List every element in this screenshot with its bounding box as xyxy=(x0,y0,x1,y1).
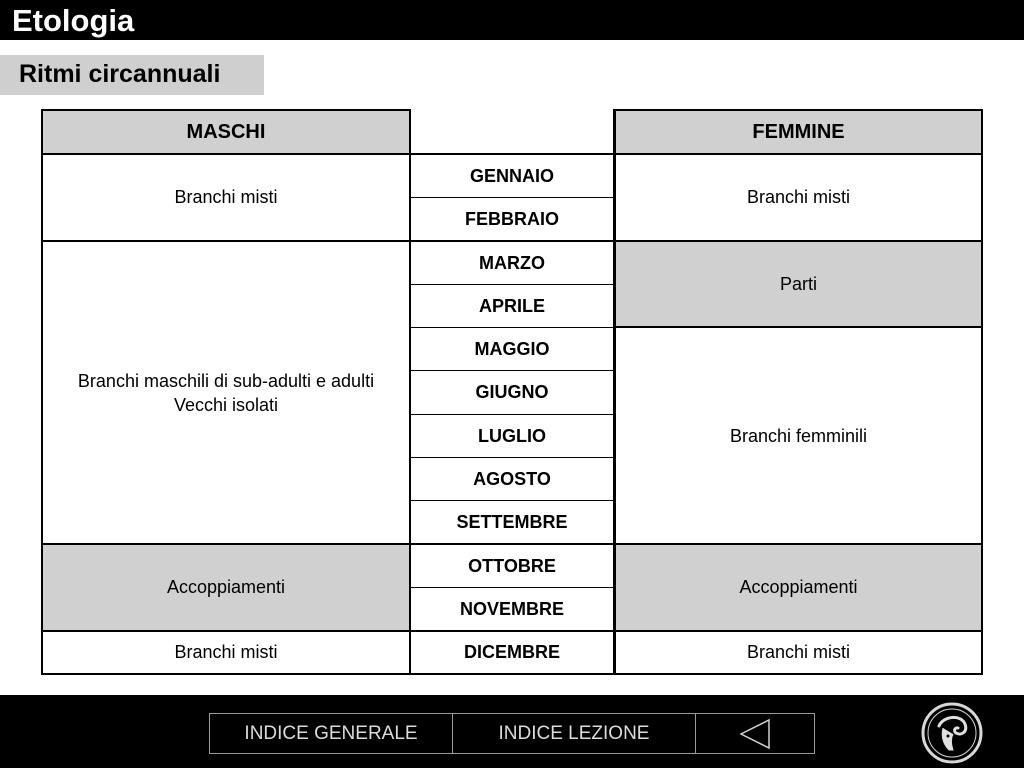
grid-line xyxy=(41,240,411,242)
header-females: FEMMINE xyxy=(616,111,981,154)
females-cell-label: Accoppiamenti xyxy=(739,577,858,597)
males-cell-label: Accoppiamenti xyxy=(166,577,286,597)
grid-line xyxy=(41,153,983,155)
header-months xyxy=(411,111,613,154)
grid-line xyxy=(409,109,411,675)
males-cell xyxy=(43,632,409,673)
grid-line xyxy=(613,630,983,632)
month-cell: APRILE xyxy=(411,285,613,327)
grid-line xyxy=(409,284,615,285)
back-button[interactable] xyxy=(696,714,814,753)
males-cell-label-secondary: Vecchi isolati xyxy=(173,395,279,415)
males-cell-label: Branchi maschili di sub-adulti e adulti xyxy=(77,371,375,391)
grid-line xyxy=(41,109,43,675)
app-title: Etologia xyxy=(12,3,135,38)
females-cell xyxy=(616,545,981,630)
navigation-bar xyxy=(209,713,815,754)
grid-line xyxy=(409,500,615,501)
month-cell: MAGGIO xyxy=(411,328,613,370)
females-cell-label: Branchi misti xyxy=(746,642,851,662)
males-cell-label: Branchi misti xyxy=(174,642,278,662)
grid-line xyxy=(409,587,615,588)
month-cell: FEBBRAIO xyxy=(411,198,613,240)
grid-line xyxy=(409,327,615,328)
month-cell: GENNAIO xyxy=(411,155,613,197)
females-cell xyxy=(616,242,981,327)
grid-line xyxy=(41,630,411,632)
month-cell: SETTEMBRE xyxy=(411,501,613,543)
grid-line xyxy=(409,630,615,632)
females-cell-label: Branchi femminili xyxy=(729,425,868,446)
females-cell-label: Branchi misti xyxy=(746,187,851,207)
females-cell xyxy=(616,155,981,240)
males-cell-label: Branchi misti xyxy=(174,187,278,207)
month-cell: LUGLIO xyxy=(411,415,613,457)
month-cell: NOVEMBRE xyxy=(411,588,613,630)
header-males: MASCHI xyxy=(43,111,409,154)
section-title-box xyxy=(0,55,264,95)
month-cell: OTTOBRE xyxy=(411,545,613,587)
females-cell-label: Parti xyxy=(779,274,817,294)
grid-line xyxy=(981,109,983,675)
section-title: Ritmi circannuali xyxy=(19,60,221,88)
month-cell: GIUGNO xyxy=(411,371,613,413)
lesson-index-button[interactable]: INDICE LEZIONE xyxy=(498,722,650,744)
grid-line xyxy=(613,543,983,545)
triangle-left-icon xyxy=(738,718,772,750)
grid-line xyxy=(613,240,983,242)
females-cell xyxy=(616,328,981,544)
grid-line xyxy=(613,109,983,111)
month-cell: MARZO xyxy=(411,242,613,284)
circannual-table xyxy=(41,109,983,675)
top-bar xyxy=(0,0,1024,40)
males-cell xyxy=(43,545,409,630)
month-cell: DICEMBRE xyxy=(411,632,613,673)
grid-line xyxy=(409,543,615,545)
month-cell: AGOSTO xyxy=(411,458,613,500)
grid-line xyxy=(409,414,615,415)
grid-line xyxy=(613,326,983,328)
females-cell xyxy=(616,632,981,673)
males-cell xyxy=(43,155,409,240)
grid-line xyxy=(409,240,615,242)
males-cell xyxy=(43,242,409,544)
grid-line xyxy=(409,457,615,458)
grid-line xyxy=(41,109,411,111)
grid-line xyxy=(409,197,615,198)
grid-line xyxy=(613,109,616,675)
ram-head-logo-icon[interactable] xyxy=(921,702,983,764)
grid-line xyxy=(409,370,615,371)
general-index-button[interactable]: INDICE GENERALE xyxy=(244,722,418,744)
grid-line xyxy=(41,543,411,545)
grid-line xyxy=(41,673,983,675)
